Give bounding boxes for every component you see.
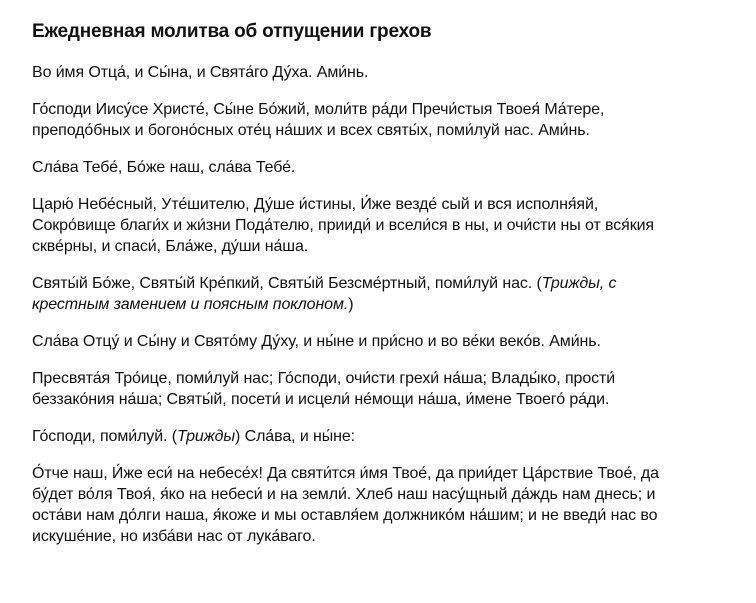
prayer-paragraph (32, 368, 744, 410)
text-line (32, 526, 744, 547)
text-segment: Го́споди, поми́луй. ( (32, 428, 177, 445)
text-segment: оста́ви нам до́лги наша, я́коже и мы оставля́ем должнико́м на́шим; и не введи́ нас во (32, 507, 658, 524)
prayer-paragraph (32, 99, 744, 141)
text-line (32, 273, 744, 294)
prayer-paragraph (32, 194, 744, 257)
text-line (32, 294, 744, 315)
document (32, 20, 744, 563)
prayer-body (32, 62, 744, 547)
text-segment: беззако́ния на́ша; Святы́й, посети́ и исцели́ не́мощи на́ша, и́мене Твоего́ ра́ди. (32, 391, 610, 408)
text-segment: Царю́ Небе́сный, Уте́шителю, Ду́ше и́стины, И́же везде́ сый и вся исполня́яй, (32, 196, 599, 213)
italic-instruction: Трижды, с (541, 275, 617, 292)
text-segment: Сла́ва Тебе́, Бо́же наш, сла́ва Тебе́. (32, 159, 296, 176)
prayer-paragraph (32, 273, 744, 315)
text-segment: бу́дет во́ля Твоя́, я́ко на небеси́ и на земли́. Хлеб наш насу́щный да́ждь нам днесь; и (32, 486, 656, 503)
prayer-paragraph (32, 463, 744, 547)
text-line (32, 99, 744, 120)
text-line (32, 194, 744, 215)
text-segment: Сла́ва Отцу́ и Сы́ну и Свято́му Ду́ху, и ны́не и при́сно и во ве́ки веко́в. Ами́нь. (32, 333, 601, 350)
italic-instruction: Трижды (176, 428, 236, 445)
text-line (32, 484, 744, 505)
text-line (32, 62, 744, 83)
prayer-paragraph (32, 157, 744, 178)
prayer-paragraph (32, 426, 744, 447)
text-line (32, 236, 744, 257)
italic-instruction: крестным замением и поясным поклоном. (32, 296, 349, 313)
text-segment: Го́споди Иису́се Христе́, Сы́не Бо́жий, моли́тв ра́ди Пречи́стыя Твоея́ Ма́тере, (32, 101, 605, 118)
prayer-paragraph (32, 331, 744, 352)
text-segment: Святы́й Бо́же, Святы́й Кре́пкий, Святы́й Безсме́ртный, поми́луй нас. ( (32, 275, 542, 292)
text-segment: О́тче наш, И́же еси́ на небесе́х! Да святи́тся и́мя Твое́, да прии́дет Ца́рствие Твое́, да (32, 465, 659, 482)
text-segment: скве́рны, и спаси́, Бла́же, ду́ши на́ша. (32, 238, 309, 255)
text-line (32, 505, 744, 526)
text-segment: искуше́ние, но изба́ви нас от лука́ваго. (32, 528, 316, 545)
text-segment: преподо́бных и богоно́сных оте́ц на́ших и всех святы́х, поми́луй нас. Ами́нь. (32, 122, 590, 139)
text-line (32, 426, 744, 447)
text-segment: Во и́мя Отца́, и Сы́на, и Свята́го Ду́ха. Ами́нь. (32, 64, 369, 81)
text-line (32, 368, 744, 389)
document-title: Ежедневная молитва об отпущении грехов (32, 21, 432, 42)
text-segment: Сокро́вище благи́х и жи́зни Пода́телю, прииди́ и всели́ся в ны, и очи́сти ны от вся́кия (32, 217, 654, 234)
text-line (32, 389, 744, 410)
text-segment: Пресвята́я Тро́ице, поми́луй нас; Го́споди, очи́сти грехи́ на́ша; Влады́ко, прости́ (32, 370, 616, 387)
text-line (32, 331, 744, 352)
prayer-paragraph (32, 62, 744, 83)
text-segment: ) (348, 296, 354, 313)
text-segment: ) Сла́ва, и ны́не: (235, 428, 356, 445)
text-line (32, 120, 744, 141)
text-line (32, 157, 744, 178)
text-line (32, 215, 744, 236)
text-line (32, 463, 744, 484)
